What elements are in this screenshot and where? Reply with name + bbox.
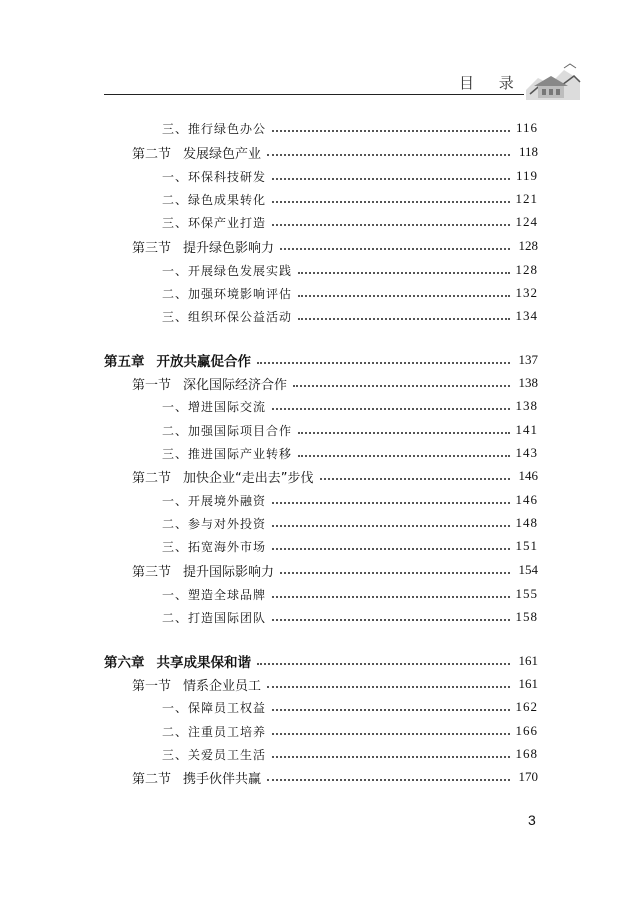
- toc-entry-title: 提升国际影响力: [183, 564, 275, 580]
- toc-entry-title: 二、加强国际项目合作: [162, 423, 293, 438]
- toc-entry-number: 第五章: [104, 354, 145, 370]
- toc-entry-label: [162, 308, 292, 325]
- toc-entry-label: [162, 492, 266, 509]
- toc-page-number: 137: [518, 352, 538, 367]
- toc-item-entry[interactable]: [104, 443, 538, 463]
- toc-entry-title: 三、关爱员工生活: [162, 747, 267, 762]
- toc-item-entry[interactable]: [104, 283, 538, 303]
- toc-page-number: 141: [515, 422, 538, 437]
- toc-page-number: 154: [518, 562, 538, 577]
- toc-entry-title: 一、开展境外融资: [162, 493, 267, 508]
- toc-entry-title: 开放共赢促合作: [156, 354, 251, 370]
- toc-page-number: 124: [515, 214, 538, 229]
- dot-leader: [272, 721, 509, 735]
- toc-entry-label: [162, 699, 266, 716]
- toc-entry-number: 第一节: [132, 678, 172, 694]
- toc-entry-label: [162, 609, 266, 626]
- toc-section-entry[interactable]: [104, 373, 538, 393]
- toc-entry-label: [162, 746, 266, 763]
- toc-entry-number: 第三节: [132, 564, 172, 580]
- dot-leader: [267, 767, 510, 781]
- toc-section-entry[interactable]: [104, 674, 538, 694]
- toc-entry-title: 一、保障员工权益: [162, 700, 267, 715]
- toc-entry-number: 第一节: [132, 377, 172, 393]
- dot-leader: [298, 283, 509, 297]
- toc-entry-title: 三、环保产业打造: [162, 215, 267, 230]
- toc-entry-title: 一、环保科技研发: [162, 169, 267, 184]
- toc-page-number: 134: [515, 308, 538, 323]
- toc-page-number: 118: [518, 144, 538, 159]
- dot-leader: [272, 607, 509, 621]
- toc-entry-label: [162, 398, 266, 415]
- toc-entry-title: 共享成果保和谐: [156, 655, 251, 671]
- dot-leader: [272, 697, 509, 711]
- toc-entry-number: 第二节: [132, 771, 172, 787]
- dot-leader: [272, 396, 509, 410]
- dot-leader: [298, 443, 509, 457]
- toc-page-number: 146: [515, 492, 538, 507]
- dot-leader: [272, 212, 509, 226]
- toc-entry-label: [104, 651, 251, 671]
- toc-entry-label: [132, 675, 261, 694]
- toc-page-number: 162: [515, 699, 538, 714]
- toc-item-entry[interactable]: [104, 490, 538, 510]
- toc-item-entry[interactable]: [104, 513, 538, 533]
- toc-section-entry[interactable]: [104, 142, 538, 162]
- toc-entry-title: 三、拓宽海外市场: [162, 539, 267, 554]
- toc-entry-label: [162, 214, 266, 231]
- toc-entry-number: 第二节: [132, 470, 172, 486]
- toc-page-number: 158: [515, 609, 538, 624]
- toc-entry-title: 二、加强环境影响评估: [162, 286, 293, 301]
- toc-entry-title: 三、推进国际产业转移: [162, 446, 293, 461]
- toc-entry-label: [162, 515, 266, 532]
- dot-leader: [280, 236, 510, 250]
- toc-entry-label: [132, 237, 274, 256]
- toc-item-entry[interactable]: [104, 607, 538, 627]
- dot-leader: [272, 118, 510, 132]
- toc-page-number: 138: [515, 398, 538, 413]
- toc-entry-title: 三、推行绿色办公: [162, 121, 267, 136]
- toc-item-entry[interactable]: [104, 396, 538, 416]
- toc-entry-title: 二、参与对外投资: [162, 516, 267, 531]
- toc-item-entry[interactable]: [104, 697, 538, 717]
- dot-leader: [298, 306, 509, 320]
- toc-item-entry[interactable]: [104, 744, 538, 764]
- toc-item-entry[interactable]: [104, 584, 538, 604]
- dot-leader: [298, 420, 509, 434]
- toc-item-entry[interactable]: [104, 212, 538, 232]
- dot-leader: [272, 513, 509, 527]
- toc-page-number: 119: [515, 168, 538, 183]
- dot-leader: [257, 651, 510, 665]
- dot-leader: [267, 674, 510, 688]
- toc-item-entry[interactable]: [104, 721, 538, 741]
- page-number: 3: [528, 812, 536, 828]
- toc-chapter-entry[interactable]: [104, 350, 538, 370]
- toc-page-number: 128: [518, 238, 538, 253]
- toc-page-number: 170: [518, 769, 538, 784]
- toc-entry-label: [132, 143, 261, 162]
- dot-leader: [298, 260, 509, 274]
- toc-entry-label: [132, 374, 287, 393]
- toc-item-entry[interactable]: [104, 536, 538, 556]
- toc-entry-label: [162, 168, 266, 185]
- header-rule: [104, 94, 534, 95]
- toc-entry-title: 加快企业“走出去”步伐: [183, 470, 314, 486]
- toc-entry-label: [162, 120, 266, 137]
- toc-entry-label: [104, 350, 251, 370]
- toc-entry-number: 第二节: [132, 146, 172, 162]
- dot-leader: [272, 536, 509, 550]
- toc-entry-label: [162, 723, 266, 740]
- toc-entry-title: 二、绿色成果转化: [162, 192, 267, 207]
- toc-chapter-entry[interactable]: [104, 651, 538, 671]
- toc-entry-title: 提升绿色影响力: [183, 240, 275, 256]
- toc-section-entry[interactable]: [104, 767, 538, 787]
- toc-page-number: 168: [515, 746, 538, 761]
- toc-section-entry[interactable]: [104, 236, 538, 256]
- dot-leader: [293, 373, 510, 387]
- dot-leader: [257, 350, 510, 364]
- toc-page-number: 116: [515, 120, 538, 135]
- toc-item-entry[interactable]: [104, 118, 538, 138]
- running-header: [104, 60, 584, 104]
- toc-page-number: 161: [518, 676, 538, 691]
- toc-entry-title: 三、组织环保公益活动: [162, 309, 293, 324]
- dot-leader: [280, 560, 510, 574]
- building-emblem-icon: [524, 60, 582, 102]
- dot-leader: [320, 466, 511, 480]
- dot-leader: [272, 584, 509, 598]
- toc-item-entry[interactable]: [104, 189, 538, 209]
- toc-item-entry[interactable]: [104, 166, 538, 186]
- dot-leader: [272, 166, 510, 180]
- toc-entry-title: 情系企业员工: [183, 678, 262, 694]
- toc-entry-number: 第三节: [132, 240, 172, 256]
- dot-leader: [272, 490, 509, 504]
- toc-entry-label: [162, 422, 292, 439]
- toc-entry-title: 一、塑造全球品牌: [162, 587, 267, 602]
- dot-leader: [272, 189, 509, 203]
- toc-entry-number: 第六章: [104, 655, 145, 671]
- toc-page-number: 121: [515, 191, 538, 206]
- toc-entry-label: [132, 561, 274, 580]
- toc-entry-label: [162, 445, 292, 462]
- toc-entry-label: [162, 586, 266, 603]
- toc-item-entry[interactable]: [104, 306, 538, 326]
- dot-leader: [272, 744, 509, 758]
- toc-item-entry[interactable]: [104, 260, 538, 280]
- toc-section-entry[interactable]: [104, 466, 538, 486]
- toc-page-number: 148: [515, 515, 538, 530]
- toc-entry-label: [132, 467, 314, 486]
- toc-page-number: 155: [515, 586, 538, 601]
- toc-entry-title: 携手伙伴共赢: [183, 771, 262, 787]
- toc-page-number: 146: [518, 468, 538, 483]
- toc-entry-label: [162, 191, 266, 208]
- toc-page-number: 138: [518, 375, 538, 390]
- toc-page-number: 151: [515, 538, 538, 553]
- toc-entry-label: [162, 262, 292, 279]
- toc-entry-title: 发展绿色产业: [183, 146, 262, 162]
- toc-item-entry[interactable]: [104, 420, 538, 440]
- toc-page-number: 161: [518, 653, 538, 668]
- toc-entry-title: 深化国际经济合作: [183, 377, 288, 393]
- toc-page-number: 143: [515, 445, 538, 460]
- toc-page-number: 132: [515, 285, 538, 300]
- toc-page-number: 166: [515, 723, 538, 738]
- toc-entry-label: [132, 768, 261, 787]
- toc-entry-title: 一、增进国际交流: [162, 399, 267, 414]
- toc-page-number: 128: [515, 262, 538, 277]
- header-title: 目 录: [459, 74, 524, 92]
- toc-entry-title: 二、打造国际团队: [162, 610, 267, 625]
- toc-section-entry[interactable]: [104, 560, 538, 580]
- toc-entry-label: [162, 538, 266, 555]
- toc-entry-label: [162, 285, 292, 302]
- toc-entry-title: 二、注重员工培养: [162, 724, 267, 739]
- dot-leader: [267, 142, 510, 156]
- toc-entry-title: 一、开展绿色发展实践: [162, 263, 293, 278]
